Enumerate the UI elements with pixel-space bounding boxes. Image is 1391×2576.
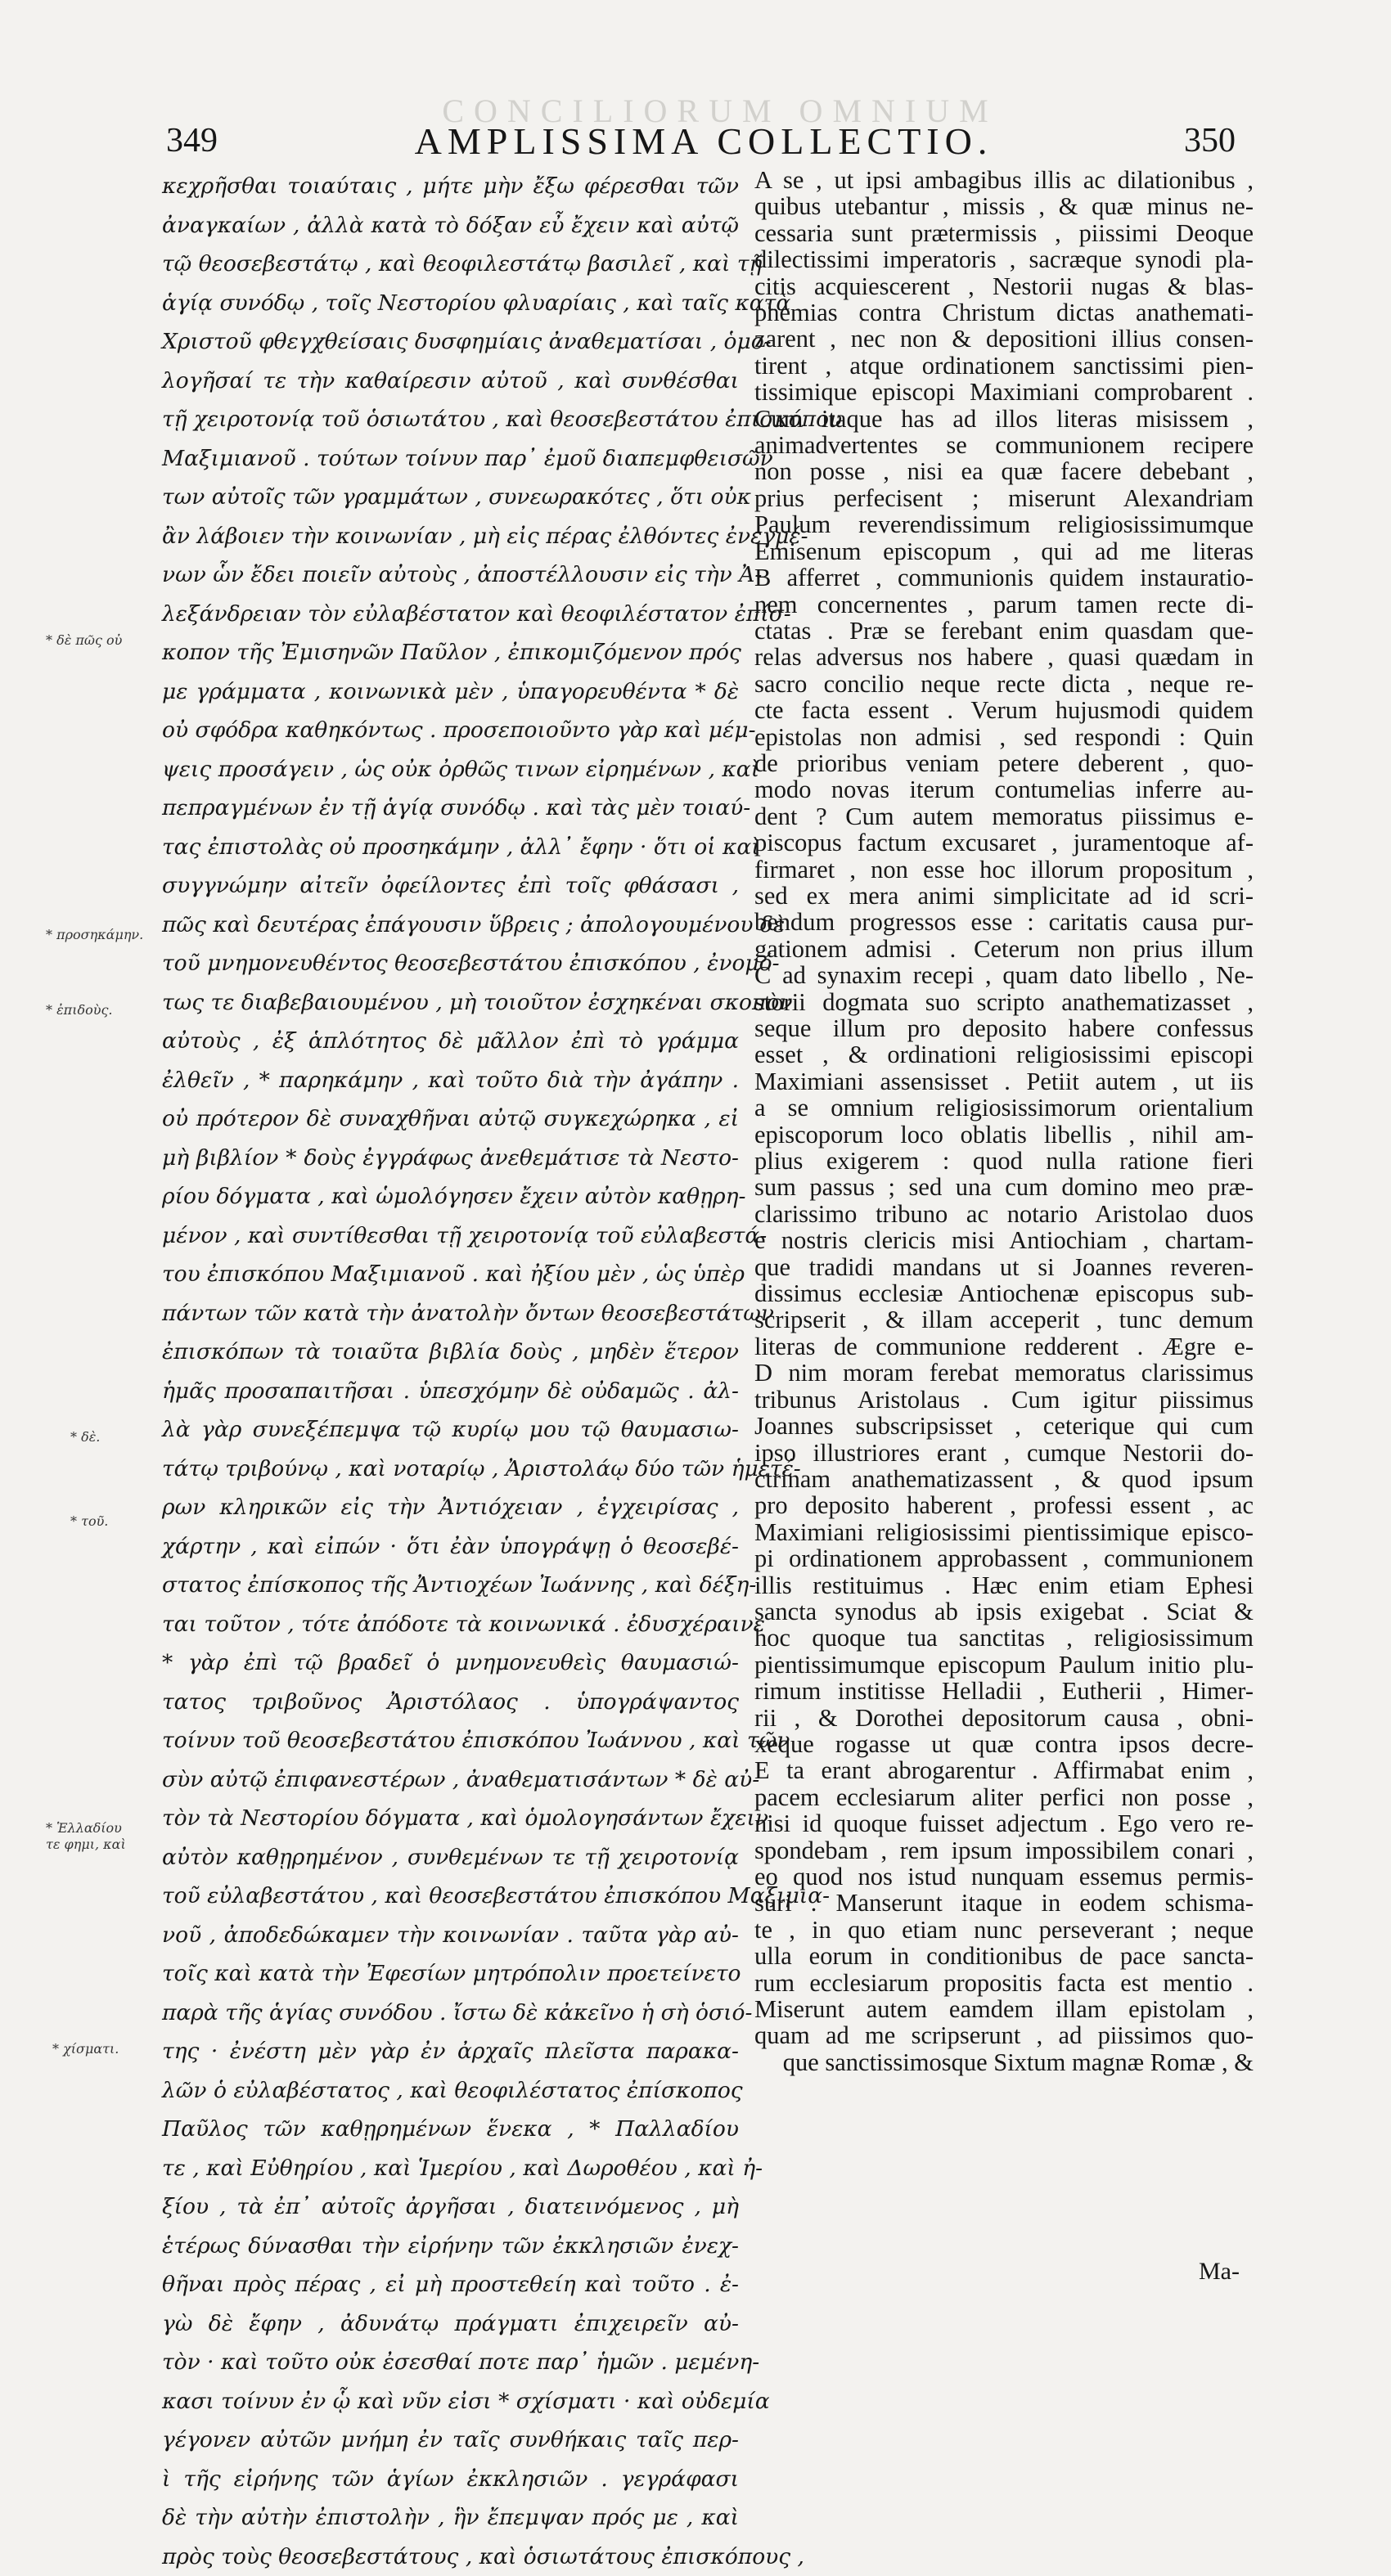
latin-text-line: Joannes subscripsisset , ceterique qui cum	[754, 1413, 1254, 1439]
latin-text-line: que sanctissimosque Sixtum magnæ Romæ , &	[754, 2049, 1254, 2075]
greek-text-line: οὐ πρότερον δὲ συναχθῆναι αὐτῷ συγκεχώρηκα , εἰ	[162, 1099, 739, 1139]
greek-text-line: τοῦ εὐλαβεστάτου , καὶ θεοσεβεστάτου ἐπισκόπου Μαξιμια-	[162, 1877, 739, 1916]
greek-text-line: ξίου , τὰ ἐπ᾿ αὐτοῖς ἀργῆσαι , διατεινόμενος , μὴ	[162, 2187, 739, 2227]
latin-text-line: cte facta essent . Verum hujusmodi quidem	[754, 697, 1254, 723]
latin-text-line: Maximiani religiosissimi pientissimique episco-	[754, 1519, 1254, 1545]
greek-text-line: ἐλθεῖν , * παρηκάμην , καὶ τοῦτο διὰ τὴν ἀγάπην .	[162, 1061, 739, 1100]
greek-text-line: μὴ βιβλίον * δοὺς ἐγγράφως ἀνεθεμάτισε τὰ Νεστο-	[162, 1139, 739, 1178]
greek-text-line: Χριστοῦ φθεγχθείσαις δυσφημίαις ἀναθεματίσαι , ὁμο-	[162, 322, 739, 362]
catchword: Ma-	[1199, 2258, 1240, 2286]
latin-text-line: phemias contra Christum dictas anathemati-	[754, 299, 1254, 326]
latin-text-column	[754, 167, 1254, 2253]
greek-text-line: τοῦ μνημονευθέντος θεοσεβεστάτου ἐπισκόπου , ἐνομό-	[162, 944, 739, 983]
latin-text-line: Paulum reverendissimum religiosissimumque	[754, 511, 1254, 537]
greek-text-line: του ἐπισκόπου Μαξιμιανοῦ . καὶ ἠξίου μὲν , ὡς ὑπὲρ	[162, 1255, 739, 1294]
greek-text-line: ψεις προσάγειν , ὡς οὐκ ὀρθῶς τινων εἰρημένων , καὶ	[162, 750, 739, 789]
greek-text-line: συγγνώμην αἰτεῖν ὀφείλοντες ἐπὶ τοῖς φθάσασι ,	[162, 866, 739, 906]
greek-text-line: ρων κληρικῶν εἰς τὴν Ἀντιόχειαν , ἐγχειρίσας ,	[162, 1488, 739, 1527]
latin-text-line: firmaret , non esse hoc illorum propositum ,	[754, 856, 1254, 883]
latin-text-line: dissimus ecclesiæ Antiochenæ episcopus sub-	[754, 1280, 1254, 1306]
margin-note: * τοῦ.	[70, 1513, 108, 1530]
greek-text-line: τῷ θεοσεβεστάτῳ , καὶ θεοφιλεστάτῳ βασιλεῖ , καὶ τῇ	[162, 245, 739, 284]
greek-text-line: κεχρῆσθαι τοιαύταις , μήτε μὴν ἔξω φέρεσθαι τῶν	[162, 167, 739, 206]
latin-text-line: dent ? Cum autem memoratus piissimus e-	[754, 803, 1254, 829]
greek-text-line: λεξάνδρειαν τὸν εὐλαβέστατον καὶ θεοφιλέστατον ἐπίσ-	[162, 595, 739, 634]
latin-text-line: e nostris clericis misi Antiochiam , chartam-	[754, 1227, 1254, 1253]
latin-text-line: piscopus factum excusaret , juramentoque af-	[754, 829, 1254, 856]
latin-text-line: dilectissimi imperatoris , sacræque synodi pla-	[754, 246, 1254, 272]
greek-text-line: τὸν · καὶ τοῦτο οὐκ ἐσεσθαί ποτε παρ᾿ ἡμῶν . μεμένη-	[162, 2343, 739, 2382]
latin-text-line: esset , & ordinationi religiosissimi episcopi	[754, 1041, 1254, 1068]
latin-text-line: quibus utebantur , missis , & quæ minus ne-	[754, 193, 1254, 219]
greek-text-line: αὐτοὺς , ἐξ ἁπλότητος δὲ μᾶλλον ἐπὶ τὸ γράμμα	[162, 1022, 739, 1061]
latin-text-line: pacem ecclesiarum aliter perfici non posse ,	[754, 1784, 1254, 1810]
latin-text-line: epistolas non admisi , sed respondi : Quin	[754, 724, 1254, 750]
latin-text-line: Miserunt autem eamdem illam epistolam ,	[754, 1996, 1254, 2022]
greek-text-line: των αὐτοῖς τῶν γραμμάτων , συνεωρακότες , ὅτι οὐκ	[162, 478, 739, 517]
greek-text-column	[162, 167, 739, 2187]
latin-text-line: scripserit , & illam acceperit , tunc demum	[754, 1306, 1254, 1333]
latin-text-line: que tradidi mandans ut si Joannes reveren-	[754, 1254, 1254, 1280]
greek-text-line: τως τε διαβεβαιουμένου , μὴ τοιοῦτον ἐσχηκέναι σκοπὸν	[162, 983, 739, 1023]
latin-text-line: tissimique episcopi Maximiani comprobarent .	[754, 379, 1254, 405]
greek-text-line: λῶν ὁ εὐλαβέστατος , καὶ θεοφιλέστατος ἐπίσκοπος	[162, 2071, 739, 2111]
greek-text-line: τὸν τὰ Νεστορίου δόγματα , καὶ ὁμολογησάντων ἔχειν	[162, 1799, 739, 1838]
latin-text-line: modo novas iterum contumelias inferre au-	[754, 776, 1254, 802]
margin-note: * δὲ.	[70, 1429, 100, 1445]
greek-text-line: τατος τριβοῦνος Ἀριστόλαος . ὑπογράψαντος	[162, 1683, 739, 1722]
latin-text-line: B afferret , communionis quidem instauratio-	[754, 564, 1254, 591]
greek-text-line: πάντων τῶν κατὰ τὴν ἀνατολὴν ὄντων θεοσεβεστάτων	[162, 1294, 739, 1333]
greek-text-line: τῇ χειροτονίᾳ τοῦ ὁσιωτάτου , καὶ θεοσεβεστάτου ἐπισκόπου	[162, 400, 739, 439]
greek-text-line: τοίνυν τοῦ θεοσεβεστάτου ἐπισκόπου Ἰωάννου , καὶ τῶν	[162, 1721, 739, 1760]
latin-text-line: C ad synaxim recepi , quam dato libello , Ne-	[754, 962, 1254, 988]
greek-text-line: ται τοῦτον , τότε ἀπόδοτε τὰ κοινωνικά . ἐδυσχέραινε	[162, 1605, 739, 1644]
greek-text-line: Παῦλος τῶν καθῃρημένων ἕνεκα , * Παλλαδίου	[162, 2110, 739, 2149]
latin-text-line: non posse , nisi ea quæ facere debebant ,	[754, 458, 1254, 484]
latin-text-line: Maximiani assensisset . Petiit autem , ut iis	[754, 1068, 1254, 1095]
latin-text-line: sed ex mera animi simplicitate ad id scri-	[754, 883, 1254, 909]
latin-text-line: ctatas . Præ se ferebant enim quasdam que-	[754, 618, 1254, 644]
latin-text-line: Cum itaque has ad illos literas misissem ,	[754, 406, 1254, 432]
latin-text-line: hoc quoque tua sanctitas , religiosissimum	[754, 1625, 1254, 1651]
greek-text-line: κασι τοίνυν ἐν ᾧ καὶ νῦν εἰσι * σχίσματι · καὶ οὐδεμία	[162, 2382, 739, 2421]
margin-note: * Ἑλλαδίου τε φημι, καὶ	[46, 1820, 136, 1853]
greek-text-line: πεπραγμένων ἐν τῇ ἁγίᾳ συνόδῳ . καὶ τὰς μὲν τοιαύ-	[162, 789, 739, 828]
latin-text-line: tirent , atque ordinationem sanctissimi pien-	[754, 353, 1254, 379]
greek-text-line: κοπον τῆς Ἐμισηνῶν Παῦλον , ἐπικομιζόμενον πρός	[162, 633, 739, 672]
latin-text-line: sancta synodus ab ipsis exigebat . Sciat &	[754, 1598, 1254, 1625]
latin-text-line: Emisenum episcopum , qui ad me literas	[754, 538, 1254, 564]
greek-text-line: τοῖς καὶ κατὰ τὴν Ἐφεσίων μητρόπολιν προετείνετο	[162, 1954, 739, 1994]
greek-text-line: ἂν λάβοιεν τὴν κοινωνίαν , μὴ εἰς πέρας ἐλθόντες ἐνεγμέ-	[162, 517, 739, 556]
latin-text-line: bendum progressos esse : caritatis causa pur-	[754, 909, 1254, 935]
latin-text-line: clarissimo tribuno ac notario Aristolao duos	[754, 1201, 1254, 1227]
latin-text-line: ulla eorum in conditionibus de pace sancta-	[754, 1943, 1254, 1969]
greek-text-line: ἑτέρως δύνασθαι τὴν εἰρήνην τῶν ἐκκλησιῶν ἐνεχ-	[162, 2227, 739, 2266]
latin-text-line: E ta erant abrogarentur . Affirmabat enim ,	[754, 1757, 1254, 1783]
latin-text-line: prius perfecisent ; miserunt Alexandriam	[754, 485, 1254, 511]
latin-text-line: sacro concilio neque recte dicta , neque re-	[754, 671, 1254, 697]
latin-text-line: seque illum pro deposito habere confessus	[754, 1015, 1254, 1041]
latin-text-line: pro deposito haberent , professi essent , ac	[754, 1492, 1254, 1518]
latin-text-line: rii , & Dorothei depositorum causa , obni-	[754, 1705, 1254, 1731]
latin-text-line: te , in quo etiam nunc perseverant ; neque	[754, 1917, 1254, 1943]
margin-note: * προσηκάμην.	[46, 927, 143, 943]
page-number-left: 349	[166, 121, 218, 160]
latin-text-line: tribunus Aristolaus . Cum igitur piissimus	[754, 1387, 1254, 1413]
latin-text-line: eo quod nos istud nunquam essemus permis-	[754, 1863, 1254, 1890]
latin-text-line: xeque rogasse ut quæ contra ipsos decre-	[754, 1731, 1254, 1757]
latin-text-line: quam ad me scripserunt , ad piissimos quo-	[754, 2022, 1254, 2048]
greek-text-line: οὐ σφόδρα καθηκόντως . προσεποιοῦντο γὰρ καὶ μέμ-	[162, 711, 739, 750]
latin-text-line: rum ecclesiarum propositis facta est mentio .	[754, 1970, 1254, 1996]
greek-text-line: ἐπισκόπων τὰ τοιαῦτα βιβλία δοὺς , μηδὲν ἕτερον	[162, 1333, 739, 1372]
latin-text-line: nisi id quoque fuisset adjectum . Ego vero re-	[754, 1810, 1254, 1836]
margin-note: * ἐπιδοὺς.	[46, 1002, 113, 1018]
latin-text-line: a se omnium religiosissimorum orientalium	[754, 1095, 1254, 1121]
latin-text-line: D nim moram ferebat memoratus clarissimus	[754, 1360, 1254, 1386]
greek-text-line: χάρτην , καὶ εἰπών · ὅτι ἐὰν ὑπογράψῃ ὁ θεοσεβέ-	[162, 1527, 739, 1567]
latin-text-line: A se , ut ipsi ambagibus illis ac dilationibus ,	[754, 167, 1254, 193]
latin-text-line: pi ordinationem approbassent , communionem	[754, 1545, 1254, 1571]
latin-text-line: illis restituimus . Hæc enim etiam Ephesi	[754, 1572, 1254, 1598]
latin-text-line: spondebam , rem ipsum impossibilem conari ,	[754, 1837, 1254, 1863]
greek-text-line: παρὰ τῆς ἁγίας συνόδου . ἴστω δὲ κἀκεῖνο ἡ σὴ ὁσιό-	[162, 1994, 739, 2033]
page-number-right: 350	[1184, 121, 1236, 160]
greek-text-line: με γράμματα , κοινωνικὰ μὲν , ὑπαγορευθέντα * δὲ	[162, 672, 739, 712]
greek-text-line: τε , καὶ Εὐθηρίου , καὶ Ἱμερίου , καὶ Δωροθέου , καὶ ἠ-	[162, 2149, 739, 2188]
bleed-through-text: CONCILIORUM OMNIUM	[352, 92, 1088, 130]
greek-text-line: αὐτὸν καθῃρημένον , συνθεμένων τε τῇ χειροτονίᾳ	[162, 1838, 739, 1877]
greek-text-line: * γὰρ ἐπὶ τῷ βραδεῖ ὁ μνημονευθεὶς θαυμασιώ-	[162, 1643, 739, 1683]
latin-text-line: citis acquiescerent , Nestorii nugas & blas-	[754, 273, 1254, 299]
greek-text-line: μένον , καὶ συντίθεσθαι τῇ χειροτονίᾳ τοῦ εὐλαβεστά-	[162, 1216, 739, 1256]
latin-text-line: cessaria sunt prætermissis , piissimi Deoque	[754, 220, 1254, 246]
latin-text-line: ipso illustriores erant , cumque Nestorii do-	[754, 1440, 1254, 1466]
greek-text-line: ἡμᾶς προσαπαιτῆσαι . ὑπεσχόμην δὲ οὐδαμῶς . ἀλ-	[162, 1372, 739, 1411]
greek-text-line: νοῦ , ἀποδεδώκαμεν τὴν κοινωνίαν . ταῦτα γὰρ αὐ-	[162, 1916, 739, 1955]
greek-text-line: τάτῳ τριβούνῳ , καὶ νοταρίῳ , Ἀριστολάῳ δύο τῶν ἡμετέ-	[162, 1450, 739, 1489]
latin-text-line: sum passus ; sed una cum domino meo præ-	[754, 1174, 1254, 1200]
margin-note: * χίσματι.	[52, 2041, 119, 2057]
latin-text-line: relas adversus nos habere , quasi quædam in	[754, 644, 1254, 670]
greek-text-line: ἀναγκαίων , ἀλλὰ κατὰ τὸ δόξαν εὖ ἔχειν καὶ αὐτῷ	[162, 206, 739, 245]
latin-text-line: zarent , nec non & depositioni illius consen-	[754, 326, 1254, 352]
greek-text-line: στατος ἐπίσκοπος τῆς Ἀντιοχέων Ἰωάννης , καὶ δέξη-	[162, 1566, 739, 1605]
greek-text-line: ἁγίᾳ συνόδῳ , τοῖς Νεστορίου φλυαρίαις , καὶ ταῖς κατὰ	[162, 284, 739, 323]
greek-text-line: νων ὧν ἔδει ποιεῖν αὐτοὺς , ἀποστέλλουσιν εἰς τὴν Ἀ-	[162, 555, 739, 595]
greek-text-line: ὶ τῆς εἰρήνης τῶν ἁγίων ἐκκλησιῶν . γεγράφασι	[162, 2460, 739, 2499]
latin-text-line: pientissimumque episcopum Paulum initio plu-	[754, 1652, 1254, 1678]
latin-text-line: animadvertentes se communionem recipere	[754, 432, 1254, 458]
greek-text-line: γὼ δὲ ἔφην , ἀδυνάτῳ πράγματι ἐπιχειρεῖν αὐ-	[162, 2304, 739, 2344]
greek-text-line: λογῆσαί τε τὴν καθαίρεσιν αὐτοῦ , καὶ συνθέσθαι	[162, 362, 739, 401]
greek-text-line: τας ἐπιστολὰς οὐ προσηκάμην , ἀλλ᾿ ἔφην · ὅτι οἱ καὶ	[162, 828, 739, 867]
latin-text-line: plius exigerem : quod nulla ratione fieri	[754, 1148, 1254, 1174]
margin-note: * δὲ πῶς οὐ	[46, 632, 122, 649]
latin-text-line: rimum institisse Helladii , Eutherii , Himer-	[754, 1678, 1254, 1704]
greek-text-line: πρὸς τοὺς θεοσεβεστάτους , καὶ ὁσιωτάτους ἐπισκόπους ,	[162, 2538, 739, 2576]
greek-text-line: γέγονεν αὐτῶν μνήμη ἐν ταῖς συνθήκαις ταῖς περ-	[162, 2421, 739, 2460]
greek-text-line: δὲ τὴν αὐτὴν ἐπιστολὴν , ἣν ἔπεμψαν πρός με , καὶ	[162, 2498, 739, 2538]
latin-text-line: storii dogmata suo scripto anathematizasset ,	[754, 989, 1254, 1015]
latin-text-line: suri . Manserunt itaque in eodem schisma-	[754, 1890, 1254, 1916]
latin-text-line: episcoporum loco oblatis libellis , nihil am-	[754, 1122, 1254, 1148]
greek-text-line: της · ἐνέστη μὲν γὰρ ἐν ἀρχαῖς πλεῖστα παρακα-	[162, 2032, 739, 2071]
latin-text-line: nem concernentes , parum tamen recte di-	[754, 591, 1254, 618]
latin-text-line: literas de communione redderent . Ægre e-	[754, 1333, 1254, 1360]
greek-text-line: λὰ γὰρ συνεξέπεμψα τῷ κυρίῳ μου τῷ θαυμασιω-	[162, 1410, 739, 1450]
greek-text-line: θῆναι πρὸς πέρας , εἰ μὴ προστεθείη καὶ τοῦτο . ἐ-	[162, 2265, 739, 2304]
latin-text-line: gationem admisi . Ceterum non prius illum	[754, 936, 1254, 962]
greek-text-line: πῶς καὶ δευτέρας ἐπάγουσιν ὕβρεις ; ἀπολογουμένου δὲ	[162, 906, 739, 945]
greek-text-line: σὺν αὐτῷ ἐπιφανεστέρων , ἀναθεματισάντων * δὲ αὐ-	[162, 1760, 739, 1800]
latin-text-line: ctrinam anathematizassent , & quod ipsum	[754, 1466, 1254, 1492]
greek-text-line: Μαξιμιανοῦ . τούτων τοίνυν παρ᾿ ἐμοῦ διαπεμφθεισῶν	[162, 439, 739, 479]
greek-text-line: ρίου δόγματα , καὶ ὡμολόγησεν ἔχειν αὐτὸν καθῃρη-	[162, 1177, 739, 1216]
running-title: AMPLISSIMA COLLECTIO.	[376, 119, 1031, 163]
latin-text-line: de prioribus veniam petere deberent , quo-	[754, 750, 1254, 776]
